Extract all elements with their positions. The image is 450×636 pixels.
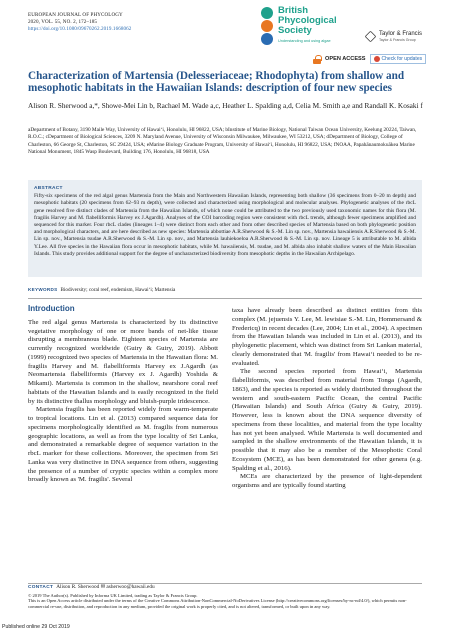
abstract-heading: ABSTRACT xyxy=(34,186,63,191)
published-date: Published online 29 Oct 2019 xyxy=(2,624,70,630)
paragraph: The red algal genus Martensia is characterized by its distinctive vegetative morphology of one or more bands of net-like tissue disrupting a membranous blade. Eighteen species of Martensia are currently recognized worldwide (Guiry & Guiry, 2019). Abbott (1999) recognized two species of Martensia in the Hawaiian flora: M. fragilis Harvey and M. flabelliformis Harvey ex J.Agardh (as Neomartensia flabelliformis (Harvey ex J. Agardh) Yoshida & Mikami). Martensia is common in the shallow, nearshore coral reef habitats of the Hawaiian Islands and is easily recognized in the field by its distinctive thallus morphology and bluish-purple iridescence. xyxy=(28,318,218,405)
paragraph: MCEs are characterized by the presence of light-dependent organisms and are typically found starting xyxy=(232,473,422,489)
authors: Alison R. Sherwood a,*, Showe-Mei Lin b, Rachael M. Wade a,c, Heather L. Spalding a,d, Celia M. Smith a,e and Randall K. Kosaki f xyxy=(28,101,423,110)
society-name: British Phycological Society xyxy=(278,5,337,36)
paragraph: The second species reported from Hawaiʻi, Martensia flabelliformis, was described from material from Tonga (Agardh, 1863), and the species is reported as widely distributed throughout the western and south-eastern Pacific Ocean, the central Pacific (Hawaiian Islands) and South Africa (Guiry & Guiry, 2019). However, less is known about the DNA sequence diversity of specimens from these localities, and material from the type locality has not yet been analysed. While Martensia is well documented and sampled in the shallow environments of the Hawaiian Islands, it is possible that it may also be a member of the Mesophotic Coral Ecosystem (MCE), as has been demonstrated for other genera (e.g. Spalding et al., 2016). xyxy=(232,368,422,472)
check-updates-icon xyxy=(374,56,380,62)
paragraph: Martensia fragilis has been reported widely from warm-temperate to tropical locations. Lin et al. (2013) compared sequence data for specimens morphologically identified as M. fragilis from numerous geographic locations, as well as from the type locality of Sri Lanka, and demonstrated a remarkable degree of sequence variation in the rbcL marker for these collections. Moreover, the specimen from Sri Lanka was very distinctive in DNA sequence from others, suggesting the presence of a number of cryptic species within a complex more broadly known as 'M. fragilis'. Several xyxy=(28,406,218,484)
society-logo xyxy=(261,6,347,50)
journal-name: EUROPEAN JOURNAL OF PHYCOLOGY xyxy=(28,12,123,18)
open-access-label: OPEN ACCESS xyxy=(325,56,366,62)
publisher-name: Taylor & Francis xyxy=(379,31,423,37)
affiliations: aDepartment of Botany, 3190 Maile Way, University of Hawaiʻi, Honolulu, HI 96822, USA; bInstitute of Marine Biology, National Taiwan Ocean University, Keelung 20224, Taiwan, R.O.C.; cDepartment of Biological Sciences, 3209 N. Maryland Avenue, University of Wisconsin Milwaukee, Milwaukee, WI 53212, USA; dDepartment of Biology, College of Charleston, 66 George St, Charleston, SC 29424, USA; eMarine Biology Graduate Program, University of Hawaiʻi, Honolulu, HI 96822, USA; fNOAA, Papahānaumokuākea Marine National Monument, 1845 Wasp Boulevard, Building 176, Honolulu, HI 96818, USA xyxy=(28,127,417,155)
contact-label: CONTACT xyxy=(28,585,54,590)
society-logo-icon xyxy=(261,7,273,47)
abstract-text: Fifty-six specimens of the red algal genus Martensia from the Main and Northwestern Hawaiian Islands, representing both shallow (36 specimens from 0–20 m depth) and mesophotic habitats (20 specimens from 62–93 m depth), were collected and characterized using morphological and molecular analyses. Phylogenetic analyses of the rbcL gene resolved five distinct clades of Martensia from the Hawaiian Islands, of which none could be attributed to the two previously used taxonomic names for this flora (M. fragilis Harvey and M. flabelliformis Harvey ex J.Agardh). Analyses of the COI barcoding region were consistent with rbcL trends, although fewer specimens amplified and sequenced for this marker. Four rbcL clades (lineages 1–4) were distinct from each other and from other described species of Martensia based on both phylogenetic position and morphological characters, and are here described as new species: Martensia abbottiae A.R.Sherwood & S.-M. Lin sp. nov., Martensia hawaiiensis A.R.Sherwood & S.-M. Lin sp. nov., Martensia tsudae A.R.Sherwood & S.-M. Lin sp. nov., and Martensia lauhiekoeloa A.R.Sherwood & S.-M. Lin sp. nov. Lineage 5 is attributable to M. albida Y.Lee. All five species in the Hawaiian flora occur in mesophotic habitats, while M. hawaiiensis, M. tsudae, and M. albida also inhabit shallow waters of the Main Hawaiian Islands. This study provides additional support for the degree of uncharacterized biodiversity from mesophotic depths in the Hawaiian Archipelago. xyxy=(34,193,416,257)
society-tagline: Understanding and using algae xyxy=(278,39,331,43)
journal-doi[interactable]: https://doi.org/10.1080/09670262.2019.1668062 xyxy=(28,26,132,32)
contact-line xyxy=(28,585,422,591)
abstract-box xyxy=(28,180,422,277)
keywords-text: Biodiversity; coral reef, endemism, Hawaiʻi; Martensia xyxy=(60,287,176,293)
check-updates-button[interactable]: Check for updates xyxy=(370,54,427,64)
publisher-sub: Taylor & Francis Group xyxy=(379,38,416,42)
journal-volume: 2020, VOL. 55, NO. 2, 172–185 xyxy=(28,19,98,25)
license: This is an Open Access article distributed under the terms of the Creative Commons Attribution-NonCommercial-NoDerivatives License (http://creativecommons.org/licenses/by-nc-nd/4.0/), which permits non-commercial re-use, distribution, and reproduction in any medium, provided the original work is properly cited, and is not altered, transformed, or built upon in any way. xyxy=(28,598,407,610)
intro-left-column xyxy=(28,305,218,485)
copyright: © 2019 The Author(s). Published by Informa UK Limited, trading as Taylor & Francis Group. xyxy=(28,592,198,598)
divider xyxy=(28,298,422,299)
publisher-logo xyxy=(365,31,422,42)
footer xyxy=(28,585,422,610)
intro-heading: Introduction xyxy=(28,304,75,313)
journal-header xyxy=(28,12,131,33)
open-access-lock-icon xyxy=(313,55,321,64)
paragraph: taxa have already been described as distinct entities from this complex (M. jejuensis Y. Lee, M. lewisiae S.-M. Lin, Hommersand & Fredericq) in recent decades (Lee, 2004; Lin et al., 2004). A specimen from the Hawaiian Islands was included in Lin et al. (2013), and its phylogenetic placement, which was distinct from Sri Lankan material, clearly demonstrated that 'M. fragilis' from Hawaiʻi needed to be re-evaluated. xyxy=(232,307,422,367)
access-row xyxy=(313,54,426,64)
keywords-label: KEYWORDS xyxy=(28,287,58,292)
article-title: Characterization of Martensia (Delesseriaceae; Rhodophyta) from shallow and mesophotic habitats in the Hawaiian Islands: description of four new species xyxy=(28,70,405,95)
contact-text[interactable]: Alison R. Sherwood ✉ asherwoo@hawaii.edu xyxy=(56,584,155,590)
intro-right-column xyxy=(232,307,422,491)
keywords xyxy=(28,287,422,293)
publisher-icon xyxy=(365,31,377,43)
